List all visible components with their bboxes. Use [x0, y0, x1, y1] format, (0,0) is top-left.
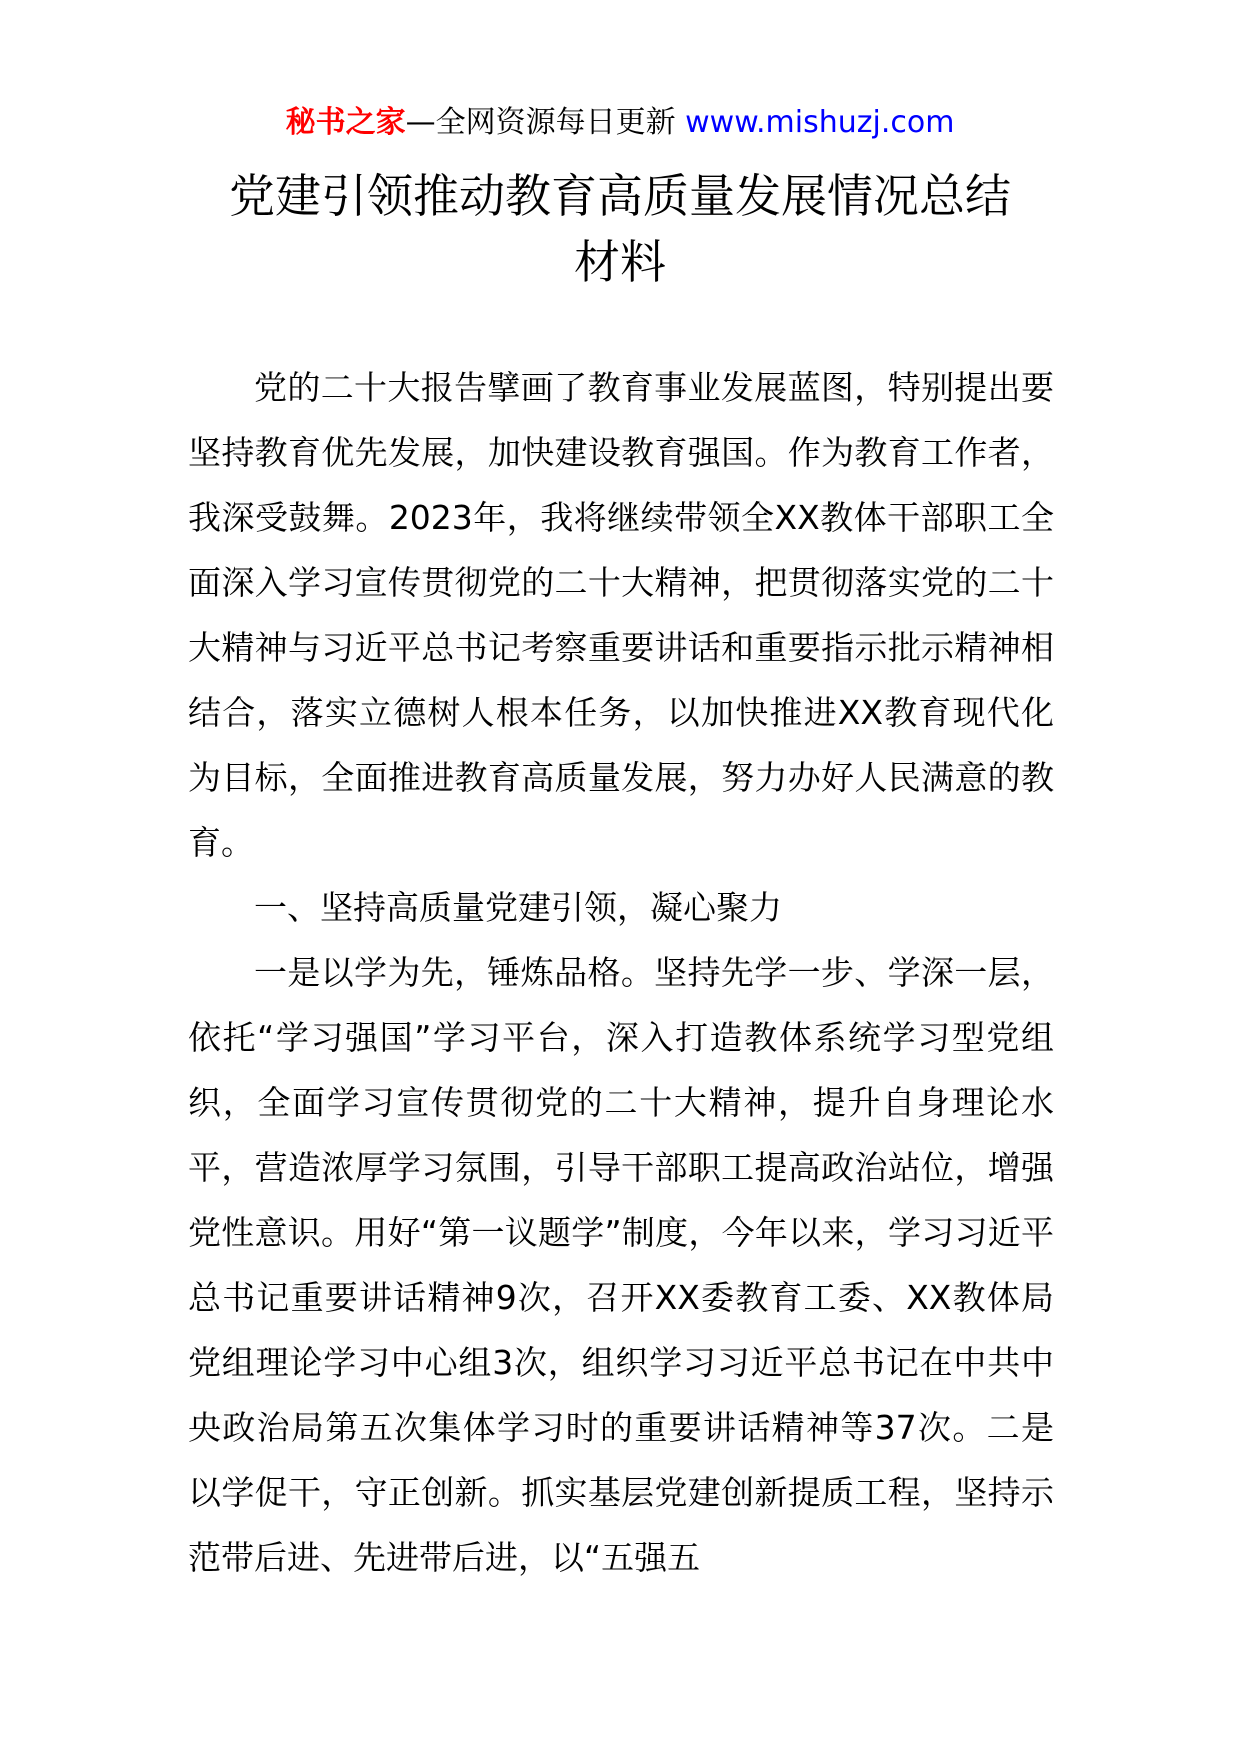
document-body	[188, 355, 1054, 1590]
site-header	[0, 103, 1240, 143]
site-tagline: —全网资源每日更新	[405, 105, 676, 140]
site-url-link[interactable]: www.mishuzj.com	[685, 105, 955, 140]
section-heading-1: 一、坚持高质量党建引领，凝心聚力	[254, 888, 782, 927]
site-brand: 秘书之家	[285, 105, 406, 140]
document-title	[0, 163, 1240, 295]
document-title-line-2: 材料	[574, 235, 666, 289]
intro-paragraph: 党的二十大报告擘画了教育事业发展蓝图，特别提出要坚持教育优先发展，加快建设教育强国。作为教育工作者，我深受鼓舞。2023年，我将继续带领全XX教体干部职工全面深入学习宣传贯彻党的二十大精神，把贯彻落实党的二十大精神与习近平总书记考察重要讲话和重要指示批示精神相结合，落实立德树人根本任务，以加快推进XX教育现代化为目标，全面推进教育高质量发展，努力办好人民满意的教育。	[188, 368, 1054, 862]
body-paragraph-1: 一是以学为先，锤炼品格。坚持先学一步、学深一层，依托“学习强国”学习平台，深入打造教体系统学习型党组织，全面学习宣传贯彻党的二十大精神，提升自身理论水平，营造浓厚学习氛围，引导干部职工提高政治站位，增强党性意识。用好“第一议题学”制度，今年以来，学习习近平总书记重要讲话精神9次，召开XX委教育工委、XX教体局党组理论学习中心组3次，组织学习习近平总书记在中共中央政治局第五次集体学习时的重要讲话精神等37次。二是以学促干，守正创新。抓实基层党建创新提质工程，坚持示范带后进、先进带后进，以“五强五	[188, 953, 1054, 1577]
document-title-line-1: 党建引领推动教育高质量发展情况总结	[229, 169, 1011, 223]
